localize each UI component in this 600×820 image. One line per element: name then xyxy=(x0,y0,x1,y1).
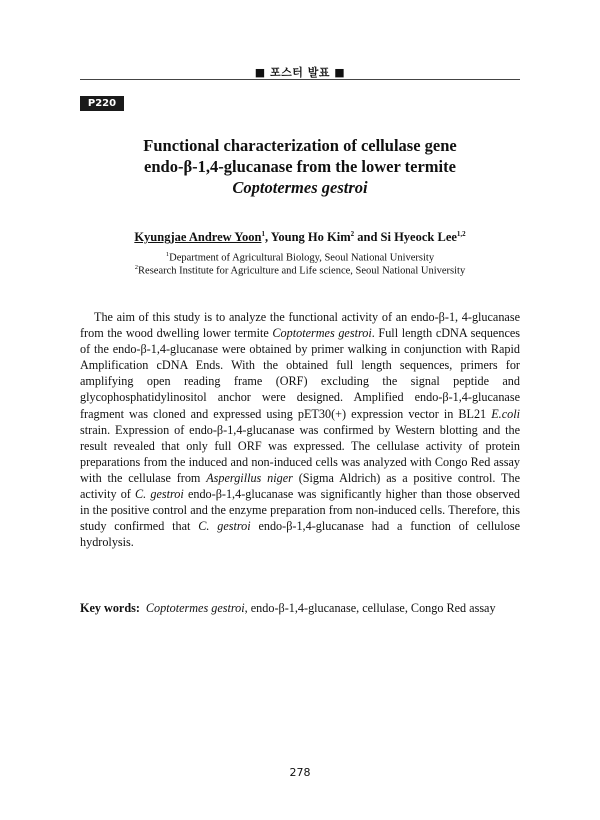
keywords-text xyxy=(146,600,520,616)
affiliation-1-text: Department of Agricultural Biology, Seoul National University xyxy=(169,252,435,264)
author-2-sup: 2 xyxy=(350,230,355,238)
header-divider xyxy=(80,79,520,80)
affiliation-2 xyxy=(80,264,520,277)
poster-code-badge: P220 xyxy=(80,96,124,111)
abstract-species-1: Coptotermes gestroi xyxy=(272,326,372,341)
abstract-text-1: The aim of this study is to analyze the functional activity of an endo-β-1, 4-glucanase from the wood dwelling lower termite xyxy=(80,310,520,341)
abstract-species-2: Aspergillus niger xyxy=(206,470,293,485)
affiliation-1-sup: 1 xyxy=(165,251,170,258)
author-separator-2: and xyxy=(354,230,381,245)
title-line-1: Functional characterization of cellulase gene xyxy=(143,136,457,155)
keyword-species: Coptotermes gestroi xyxy=(145,601,245,615)
abstract-text-6: endo-β-1,4-glucanase had a function of cellulose hydrolysis. xyxy=(80,519,520,550)
author-list xyxy=(80,230,520,245)
author-separator-1: , xyxy=(264,230,271,245)
page-number: 278 xyxy=(289,766,311,779)
keywords-rest: , endo-β-1,4-glucanase, cellulase, Congo Red assay xyxy=(244,601,496,615)
author-3-sup: 1,2 xyxy=(456,230,466,238)
author-2: Young Ho Kim xyxy=(270,230,351,245)
abstract-text-2: . Full length cDNA sequences of the endo-β-1,4-glucanase were obtained by primer walking in conjunction with Rapid Amplification cDNA Ends. With the obtained full length sequences, primers for amplifying open reading frame (ORF) excluding the signal peptide and glycophosphatidylinositol anchor were designed. Amplified endo-β-1,4-glucanase fragment was cloned and expressed using pET30(+) expression vector in BL21 xyxy=(80,326,521,421)
abstract-text-4: (Sigma Aldrich) as a positive control. The activity of xyxy=(80,470,520,502)
abstract-text-5: endo-β-1,4-glucanase was significantly higher than those observed in the positive control and the enzyme preparation from non-induced cells. Therefore, this study confirmed that xyxy=(80,487,520,534)
abstract-text-3: strain. Expression of endo-β-1,4-glucanase was confirmed by Western blotting and the result revealed that only full ORF was expressed. The cellulase activity of protein preparations from the induced and non-induced cells was analyzed with Congo Red assay with the cellulase from xyxy=(80,422,520,485)
title-line-3: Coptotermes gestroi xyxy=(232,178,368,197)
paper-title xyxy=(80,135,520,198)
affiliation-2-sup: 2 xyxy=(134,264,139,271)
title-line-2: endo-β-1,4-glucanase from the lower termite xyxy=(144,157,456,176)
abstract-body xyxy=(80,309,520,550)
author-1: Kyungjae Andrew Yoon xyxy=(134,230,262,245)
abstract-species-3: C. gestroi xyxy=(135,487,184,502)
keywords-label: Key words: xyxy=(80,601,140,615)
abstract-species-4: C. gestroi xyxy=(198,519,251,534)
keywords xyxy=(80,600,520,616)
abstract-strain: E.coli xyxy=(491,406,520,421)
author-1-sup: 1 xyxy=(261,230,265,238)
section-header: ■ 포스터 발표 ■ xyxy=(254,66,346,79)
affiliation-2-text: Research Institute for Agriculture and Life science, Seoul National University xyxy=(138,265,466,277)
affiliation-1 xyxy=(80,251,520,264)
author-3: Si Hyeock Lee xyxy=(380,230,457,245)
